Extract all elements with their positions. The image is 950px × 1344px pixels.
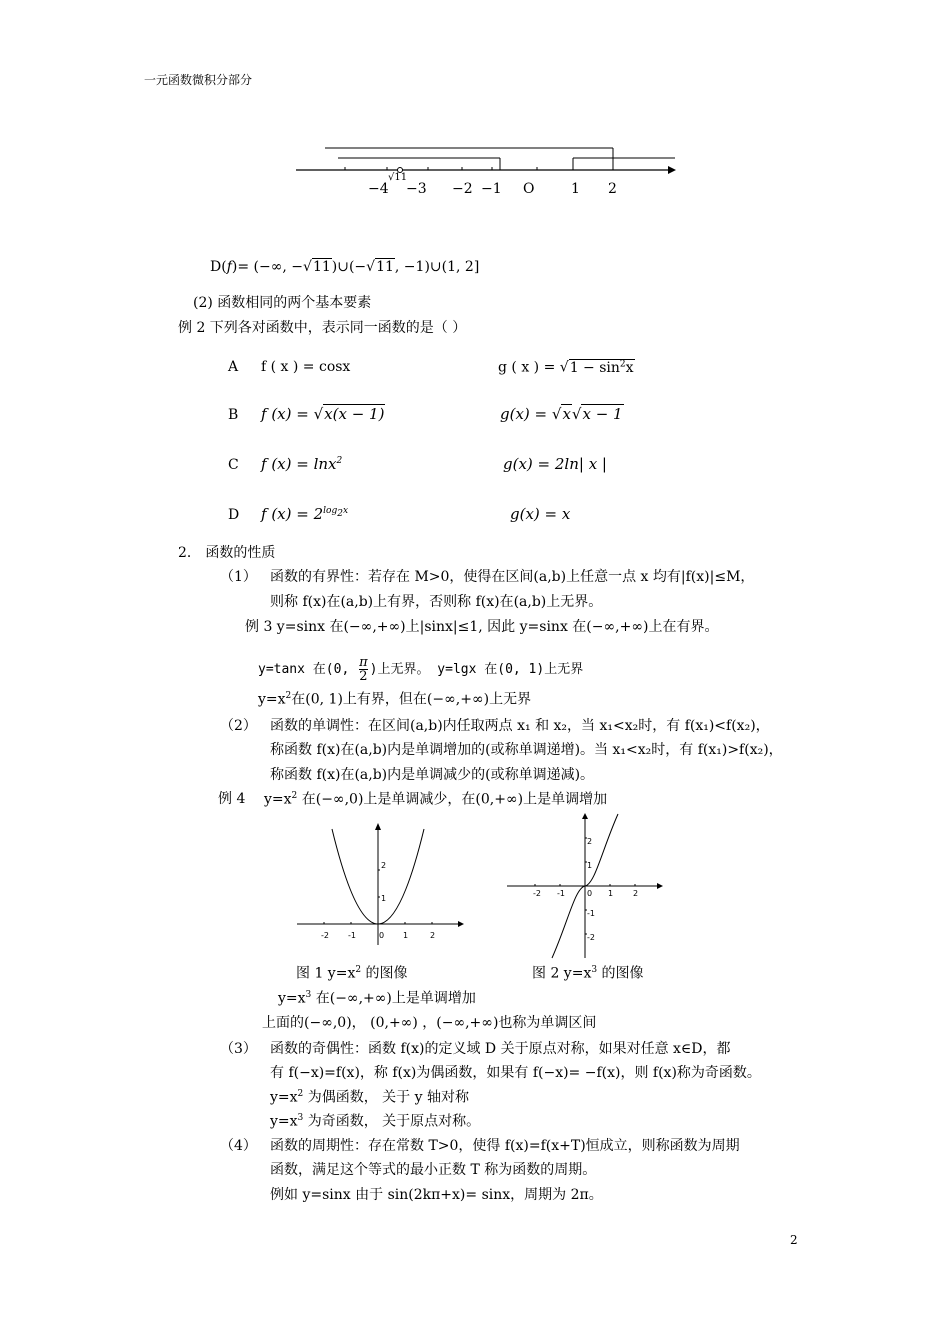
domain-formula: D(f)= (−∞, −√11)∪(−√11, −1)∪(1, 2] xyxy=(210,259,480,275)
monotonicity-line1: 函数的单调性：在区间(a,b)内任取两点 x₁ 和 x₂，当 x₁<x₂时，有 f(x₁)<f(x₂)， xyxy=(270,718,770,734)
nl-label-sqrt11: √11 xyxy=(388,172,408,183)
option-d-f: f $(x) = 2^{log_2x}$ xyxy=(261,505,349,523)
fig2-tick-x-2: 2 xyxy=(633,889,639,898)
boundedness-line2: 则称 f(x)在(a,b)上有界，否则称 f(x)在(a,b)上无界。 xyxy=(270,594,603,610)
nl-label-origin: O xyxy=(523,181,535,197)
nl-label-2: 2 xyxy=(608,181,617,197)
page-header: 一元函数微积分部分 xyxy=(144,73,253,87)
fig2-tick-x-minus1: -1 xyxy=(557,889,565,898)
parity-line2: 有 f(−x)=f(x)，称 f(x)为偶函数，如果有 f(−x)= −f(x)，则 f(x)称为奇函数。 xyxy=(270,1065,761,1081)
fig1-tick-y-1: 1 xyxy=(381,894,387,903)
example-4-label: 例 4 xyxy=(218,791,246,807)
parity-even-example: $y=x^2$ 为偶函数， 关于 y 轴对称 xyxy=(270,1089,469,1106)
part-2-title: 2． 函数的性质 xyxy=(178,545,276,561)
example-4-text: $y=x^2$ 在(−∞,0)上是单调减少，在(0,+∞)上是单调增加 xyxy=(264,791,608,808)
periodicity-line2: 函数，满足这个等式的最小正数 T 称为函数的周期。 xyxy=(270,1162,597,1178)
fig1-tick-x-0: 0 xyxy=(379,931,385,940)
monotonicity-line3: 称函数 f(x)在(a,b)内是单调减少的(或称单调递减)。 xyxy=(270,767,595,783)
option-b-g: g(x) = √x√x − 1 xyxy=(500,405,623,423)
monotonicity-line2: 称函数 f(x)在(a,b)内是单调增加的(或称单调递增)。当 x₁<x₂时，有 f(x₁)>f(x₂)， xyxy=(270,742,783,758)
item-4-number: （4） xyxy=(220,1138,257,1154)
boundedness-line1: 函数的有界性：若存在 M>0，使得在区间(a,b)上任意一点 x 均有|f(x)|≤M， xyxy=(270,569,755,585)
figure-1-parabola xyxy=(295,822,465,947)
section-heading: (2) 函数相同的两个基本要素 xyxy=(193,295,372,311)
item-2-number: （2） xyxy=(220,718,257,734)
fig2-tick-y-1: 1 xyxy=(587,861,593,870)
example-3-line3: $y=x^2$在(0, 1)上有界，但在(−∞,+∞)上无界 xyxy=(258,691,532,708)
nl-label-minus2: −2 xyxy=(452,181,473,197)
fig1-tick-y-2: 2 xyxy=(381,861,387,870)
option-c-f: f (x) = lnx$^2$ xyxy=(261,455,343,473)
nl-label-1: 1 xyxy=(571,181,580,197)
monotonic-intervals: 上面的(−∞,0)， (0,+∞) ，(−∞,+∞)也称为单调区间 xyxy=(262,1015,597,1031)
nl-label-minus3: −3 xyxy=(406,181,427,197)
fig1-tick-x-minus2: -2 xyxy=(321,931,329,940)
figure-2-caption: 图 2 $y=x^3$ 的图像 xyxy=(532,965,644,982)
option-b-f: f (x) = √x(x − 1) xyxy=(261,405,385,423)
periodicity-line1: 函数的周期性：存在常数 T>0，使得 f(x)=f(x+T)恒成立，则称函数为周期 xyxy=(270,1138,740,1154)
option-c-g: g(x) = 2ln| x | xyxy=(503,455,607,473)
option-b-letter: B xyxy=(228,407,239,423)
item-1-number: （1） xyxy=(220,569,257,585)
fig1-tick-x-minus1: -1 xyxy=(348,931,356,940)
parity-odd-example: $y=x^3$ 为奇函数， 关于原点对称。 xyxy=(270,1113,481,1130)
figure-1-caption: 图 1 $y=x^2$ 的图像 xyxy=(296,965,408,982)
fig2-tick-y-2: 2 xyxy=(587,837,593,846)
figure-2-cubic xyxy=(505,812,665,960)
example-2-question: 例 2 下列各对函数中，表示同一函数的是（ ） xyxy=(178,320,467,336)
example-3-tanx: y=tanx 在(0, $\frac{\pi}{2}$ )上无界。 y=lgx 在(0, 1)上无界 xyxy=(258,655,584,684)
option-d-g: g(x) = x xyxy=(510,505,571,523)
fig1-tick-x-2: 2 xyxy=(430,931,436,940)
page-number: 2 xyxy=(790,1233,798,1247)
cubic-monotonic: $y=x^3$ 在(−∞,+∞)上是单调增加 xyxy=(278,990,476,1007)
periodicity-example: 例如 y=sinx 由于 sin(2kπ+x)= sinx，周期为 2π。 xyxy=(270,1187,603,1203)
example-3-line1: 例 3 y=sinx 在(−∞,+∞)上|sinx|≤1, 因此 y=sinx 在(−∞,+∞)上在有界。 xyxy=(245,619,719,635)
parity-line1: 函数的奇偶性：函数 f(x)的定义域 D 关于原点对称，如果对任意 x∈D，都 xyxy=(270,1041,731,1057)
nl-label-minus4: −4 xyxy=(368,181,389,197)
fig2-tick-y-minus2: -2 xyxy=(587,933,595,942)
fig2-tick-y-minus1: -1 xyxy=(587,909,595,918)
item-3-number: （3） xyxy=(220,1041,257,1057)
fig1-tick-x-1: 1 xyxy=(403,931,409,940)
option-a-f: f ( x ) = cosx xyxy=(261,359,351,375)
fig2-tick-x-1: 1 xyxy=(608,889,614,898)
option-c-letter: C xyxy=(228,457,239,473)
option-a-g: g ( x ) = $√1 - \sin^2x$ xyxy=(498,359,634,376)
fig2-tick-x-minus2: -2 xyxy=(533,889,541,898)
nl-label-minus1: −1 xyxy=(481,181,502,197)
fig2-tick-x-0: 0 xyxy=(587,889,593,898)
option-a-letter: A xyxy=(228,359,239,375)
option-d-letter: D xyxy=(228,507,240,523)
